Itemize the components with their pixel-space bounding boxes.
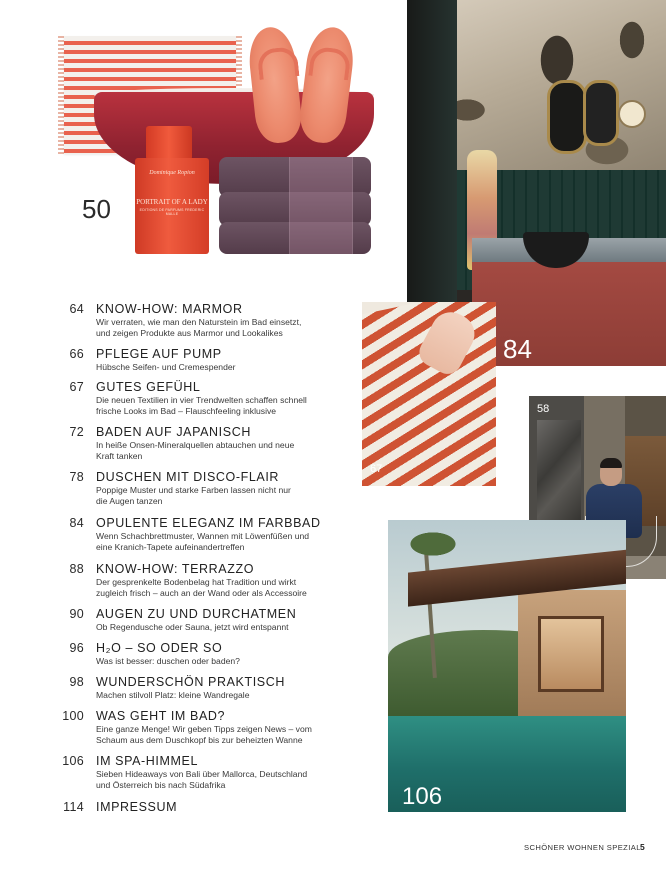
toc-description: Der gesprenkelte Bodenbelag hat Tradition und wirkt zugleich frisch – auch an der Wand oder als Accessoire bbox=[96, 577, 307, 599]
perfume-subtitle: EDITIONS DE PARFUMS FREDERIC MALLE bbox=[139, 208, 205, 216]
toc-page-number: 84 bbox=[69, 516, 84, 530]
toc-page-number: 106 bbox=[62, 754, 84, 768]
perfume-cap bbox=[146, 126, 192, 160]
toc-title: BADEN AUF JAPANISCH bbox=[96, 425, 251, 439]
towel-stack-image bbox=[219, 157, 371, 197]
toc-title: IM SPA-HIMMEL bbox=[96, 754, 199, 768]
toc-page-number: 64 bbox=[69, 302, 84, 316]
toc-page-number: 88 bbox=[69, 562, 84, 576]
toc-page-number: 72 bbox=[69, 425, 84, 439]
photo-page-number: 84 bbox=[503, 334, 532, 364]
perfume-bottle-image bbox=[135, 158, 209, 254]
photo-page-number: 106 bbox=[402, 783, 443, 810]
perfume-name: PORTRAIT OF A LADY bbox=[136, 198, 208, 206]
toc-description: Eine ganze Menge! Wir geben Tipps zeigen News – vom Schaum aus dem Duschkopf bis zur beheizten Wanne bbox=[96, 724, 312, 746]
toc-title: KNOW-HOW: MARMOR bbox=[96, 302, 243, 316]
toc-page-number: 78 bbox=[69, 470, 84, 484]
toc-title: OPULENTE ELEGANZ IM FARBBAD bbox=[96, 516, 321, 530]
toc-description: Hübsche Seifen- und Cremespender bbox=[96, 362, 236, 372]
toc-title: IMPRESSUM bbox=[96, 800, 178, 814]
toc-description: In heiße Onsen-Mineralquellen abtauchen und neue Kraft tanken bbox=[96, 440, 295, 462]
toc-description: Ob Regendusche oder Sauna, jetzt wird entspannt bbox=[96, 622, 289, 632]
toc-page-number: 114 bbox=[63, 800, 84, 814]
page-number: 5 bbox=[640, 842, 645, 852]
toc-page-number: 90 bbox=[69, 607, 84, 621]
toc-description: Wir verraten, wie man den Naturstein im Bad einsetzt, und zeigen Produkte aus Marmor und Lookalikes bbox=[96, 317, 302, 339]
magazine-name: SCHÖNER WOHNEN SPEZIAL bbox=[524, 843, 641, 852]
resort-pool-photo[interactable] bbox=[388, 520, 626, 812]
toc-page-number: 67 bbox=[69, 380, 84, 394]
striped-towel-photo[interactable] bbox=[362, 302, 496, 486]
towel-stack-image bbox=[219, 192, 371, 226]
toc-title: WAS GEHT IM BAD? bbox=[96, 709, 226, 723]
toc-description: Die neuen Textilien in vier Trendwelten schaffen schnell frische Looks im Bad – Flauschfeeling inklusive bbox=[96, 395, 307, 417]
toc-title: AUGEN ZU UND DURCHATMEN bbox=[96, 607, 297, 621]
toc-title: WUNDERSCHÖN PRAKTISCH bbox=[96, 675, 285, 689]
toc-page-number: 96 bbox=[69, 641, 84, 655]
toc-title: PFLEGE AUF PUMP bbox=[96, 347, 222, 361]
photo-page-number: 67 bbox=[370, 463, 383, 475]
toc-description: Machen stilvoll Platz: kleine Wandregale bbox=[96, 690, 250, 700]
toc-title: GUTES GEFÜHL bbox=[96, 380, 201, 394]
toc-description: Was ist besser: duschen oder baden? bbox=[96, 656, 240, 666]
toc-description: Poppige Muster und starke Farben lassen nicht nur die Augen tanzen bbox=[96, 485, 291, 507]
photo-page-number: 50 bbox=[82, 194, 111, 224]
toc-title: H₂O – SO ODER SO bbox=[96, 641, 223, 655]
toc-title: DUSCHEN MIT DISCO-FLAIR bbox=[96, 470, 280, 484]
toc-page-number: 66 bbox=[69, 347, 84, 361]
toc-description: Sieben Hideaways von Bali über Mallorca, Deutschland und Österreich bis nach Südafrika bbox=[96, 769, 308, 791]
toc-page-number: 100 bbox=[62, 709, 84, 723]
toc-page-number: 98 bbox=[69, 675, 84, 689]
towel-stack-image bbox=[219, 222, 371, 254]
photo-page-number: 58 bbox=[537, 403, 550, 415]
toc-title: KNOW-HOW: TERRAZZO bbox=[96, 562, 255, 576]
perfume-brand: Dominique Ropion bbox=[149, 170, 195, 176]
toc-description: Wenn Schachbrettmuster, Wannen mit Löwenfüßen und eine Kranich-Tapete aufeinandertreffen bbox=[96, 531, 310, 553]
